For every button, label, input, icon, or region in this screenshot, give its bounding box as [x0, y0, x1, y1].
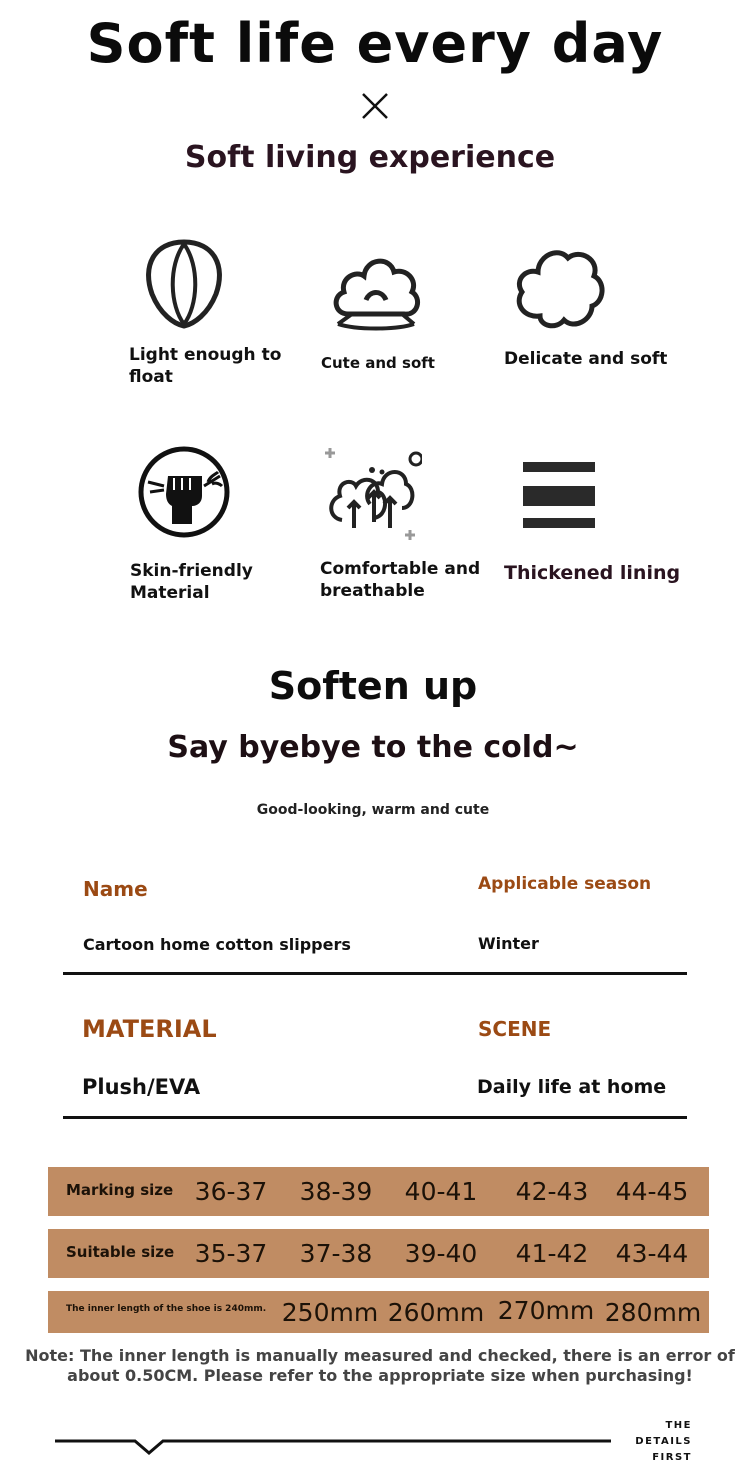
- balloon-icon: [134, 236, 234, 336]
- caption-line: FIRST: [652, 1452, 692, 1463]
- section-subtitle: Soft living experience: [184, 140, 556, 175]
- material-label: MATERIAL: [82, 1015, 217, 1043]
- row-label: Suitable size: [66, 1243, 175, 1261]
- promo-subheading: Say byebye to the cold~: [167, 730, 579, 765]
- size-cell: 280mm: [604, 1298, 702, 1327]
- size-cell: 38-39: [299, 1177, 373, 1206]
- row-label: Marking size: [66, 1181, 174, 1199]
- size-cell: 250mm: [281, 1298, 379, 1327]
- scene-label: SCENE: [478, 1017, 552, 1041]
- size-row-inner-length: [48, 1291, 709, 1333]
- trees-breathable-icon: [322, 442, 422, 542]
- feature-label-float: Light enough to float: [129, 345, 282, 387]
- feature-label-delicate: Delicate and soft: [504, 349, 668, 369]
- size-cell: 40-41: [404, 1177, 478, 1206]
- caption-line: DETAILS: [635, 1436, 692, 1447]
- size-cell: 41-42: [515, 1239, 589, 1268]
- divider: [63, 1116, 687, 1119]
- details-first-caption: [628, 1418, 692, 1466]
- divider-line-with-notch: [55, 1436, 611, 1456]
- promo-tagline: Good-looking, warm and cute: [256, 802, 490, 818]
- size-note: Note: The inner length is manually measured and checked, there is an error of about 0.50CM. Please refer to the appropriate size when purchasing!: [25, 1346, 735, 1385]
- page-title: Soft life every day: [86, 12, 664, 75]
- size-cell: 270mm: [497, 1296, 595, 1325]
- row-label: The inner length of the shoe is 240mm.: [66, 1304, 267, 1314]
- close-icon: [355, 86, 395, 126]
- size-cell: 39-40: [404, 1239, 478, 1268]
- scene-value: Daily life at home: [477, 1076, 667, 1098]
- size-cell: 43-44: [615, 1239, 689, 1268]
- material-value: Plush/EVA: [82, 1075, 201, 1099]
- size-cell: 42-43: [515, 1177, 589, 1206]
- layers-icon: [510, 446, 610, 546]
- size-row-marking: [48, 1167, 709, 1216]
- cloud-face-icon: [326, 244, 426, 344]
- season-value: Winter: [478, 934, 539, 953]
- size-cell: 35-37: [194, 1239, 268, 1268]
- feature-label-skin: Skin-friendly Material: [130, 561, 253, 603]
- size-cell: 36-37: [194, 1177, 268, 1206]
- size-cell: 44-45: [615, 1177, 689, 1206]
- name-value: Cartoon home cotton slippers: [83, 935, 351, 954]
- size-cell: 260mm: [387, 1298, 485, 1327]
- feature-label-lining: Thickened lining: [504, 562, 681, 584]
- name-label: Name: [83, 877, 148, 901]
- fist-leaf-icon: [134, 442, 234, 542]
- promo-heading: Soften up: [268, 664, 478, 708]
- feature-label-cute: Cute and soft: [321, 354, 435, 372]
- size-row-suitable: [48, 1229, 709, 1278]
- cotton-cloud-icon: [510, 238, 610, 338]
- caption-line: THE: [665, 1420, 692, 1431]
- feature-label-breathable: Comfortable and breathable: [320, 559, 481, 601]
- divider: [63, 972, 687, 975]
- size-cell: 37-38: [299, 1239, 373, 1268]
- season-label: Applicable season: [478, 874, 652, 894]
